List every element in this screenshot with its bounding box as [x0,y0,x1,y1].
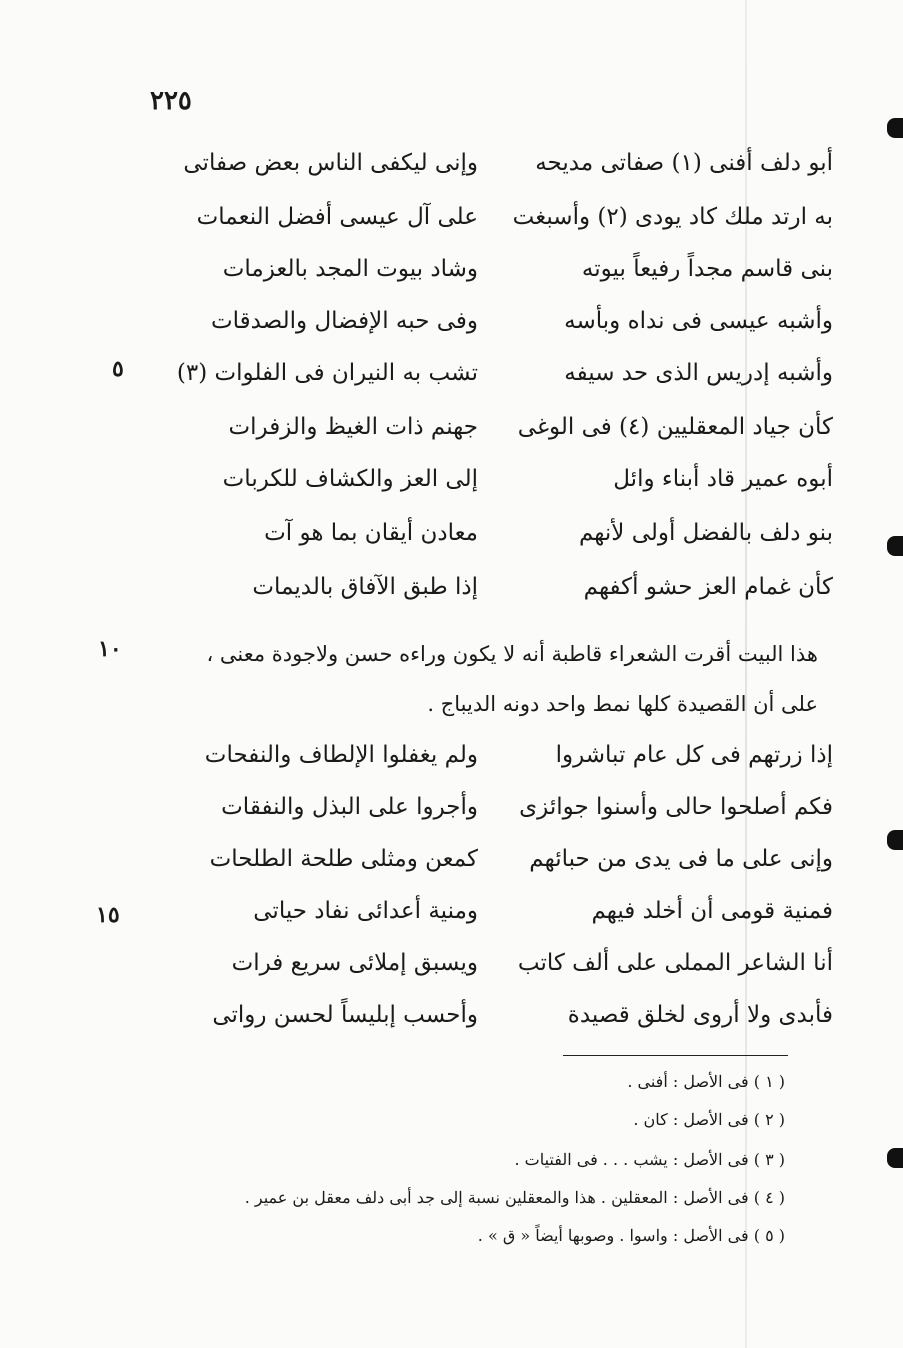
verse-first-hemistich: وإنى على ما فى يدى من حبائهم [529,846,833,872]
line-number: ١٥ [96,902,120,928]
verse-line [0,150,903,190]
verse-first-hemistich: أبو دلف أفنى (١) صفاتى مديحه [535,150,833,176]
verse-second-hemistich: ويسبق إملائى سريع فرات [231,950,478,976]
footnote: ( ٢ ) فى الأصل : كان . [633,1110,785,1129]
verse-first-hemistich: فأبدى ولا أروى لخلق قصيدة [567,1002,833,1028]
verse-second-hemistich: تشب به النيران فى الفلوات (٣) [176,360,478,386]
verse-line [0,1002,903,1042]
verse-line [0,950,903,990]
verse-second-hemistich: جهنم ذات الغيظ والزفرات [228,414,478,440]
footnote-separator [563,1055,788,1056]
verse-first-hemistich: بنى قاسم مجداً رفيعاً بيوته [581,256,833,282]
prose-line: هذا البيت أقرت الشعراء قاطبة أنه لا يكون وراءه حسن ولاجودة معنى ، [206,642,818,666]
verse-line [0,204,903,244]
page-fold-shadow [745,0,747,1348]
verse-line [0,794,903,834]
verse-line [0,520,903,560]
verse-first-hemistich: بنو دلف بالفضل أولى لأنهم [578,520,833,546]
verse-first-hemistich: أبوه عمير قاد أبناء وائل [613,466,833,492]
verse-second-hemistich: وشاد بيوت المجد بالعزمات [222,256,478,282]
verse-line [0,308,903,348]
verse-second-hemistich: إلى العز والكشاف للكربات [222,466,478,492]
footnote: ( ٥ ) فى الأصل : واسوا . وصوبها أيضاً « ق » . [477,1226,785,1245]
verse-second-hemistich: إذا طبق الآفاق بالديمات [252,574,478,600]
verse-second-hemistich: وإنى ليكفى الناس بعض صفاتى [183,150,478,176]
verse-line [0,846,903,886]
verse-second-hemistich: على آل عيسى أفضل النعمات [196,204,478,230]
verse-first-hemistich: كأن جياد المعقليين (٤) فى الوغى [517,414,833,440]
verse-line [0,466,903,506]
verse-line [0,898,903,938]
verse-line [0,414,903,454]
verse-second-hemistich: وأجروا على البذل والنفقات [221,794,478,820]
line-number: ١٠ [98,636,122,662]
footnote: ( ١ ) فى الأصل : أفنى . [627,1072,785,1091]
verse-second-hemistich: وفى حبه الإفضال والصدقات [210,308,478,334]
prose-line: على أن القصيدة كلها نمط واحد دونه الديباج . [427,692,818,716]
verse-first-hemistich: فمنية قومى أن أخلد فيهم [591,898,833,924]
verse-first-hemistich: وأشبه عيسى فى نداه وبأسه [564,308,833,334]
verse-first-hemistich: وأشبه إدريس الذى حد سيفه [564,360,833,386]
margin-mark [887,118,903,138]
verse-first-hemistich: كأن غمام العز حشو أكفهم [583,574,833,600]
verse-first-hemistich: أنا الشاعر المملى على ألف كاتب [517,950,833,976]
line-number: ٥ [112,356,124,382]
footnote: ( ٣ ) فى الأصل : يشب . . . فى الفتيات . [514,1150,785,1169]
verse-second-hemistich: ومنية أعدائى نفاد حياتى [253,898,478,924]
verse-second-hemistich: ولم يغفلوا الإلطاف والنفحات [204,742,478,768]
verse-line [0,256,903,296]
verse-second-hemistich: كمعن ومثلى طلحة الطلحات [209,846,478,872]
verse-line [0,742,903,782]
verse-first-hemistich: به ارتد ملك كاد يودى (٢) وأسبغت [512,204,833,230]
verse-second-hemistich: معادن أيقان بما هو آت [264,520,478,546]
verse-first-hemistich: فكم أصلحوا حالى وأسنوا جوائزى [519,794,833,820]
page-number: ٢٢٥ [150,86,192,116]
verse-second-hemistich: وأحسب إبليساً لحسن رواتى [212,1002,478,1028]
verse-first-hemistich: إذا زرتهم فى كل عام تباشروا [555,742,833,768]
verse-line [0,574,903,614]
margin-mark [887,1148,903,1168]
footnote: ( ٤ ) فى الأصل : المعقلين . هذا والمعقلين نسبة إلى جد أبى دلف معقل بن عمير . [244,1188,785,1207]
verse-line [0,360,903,400]
